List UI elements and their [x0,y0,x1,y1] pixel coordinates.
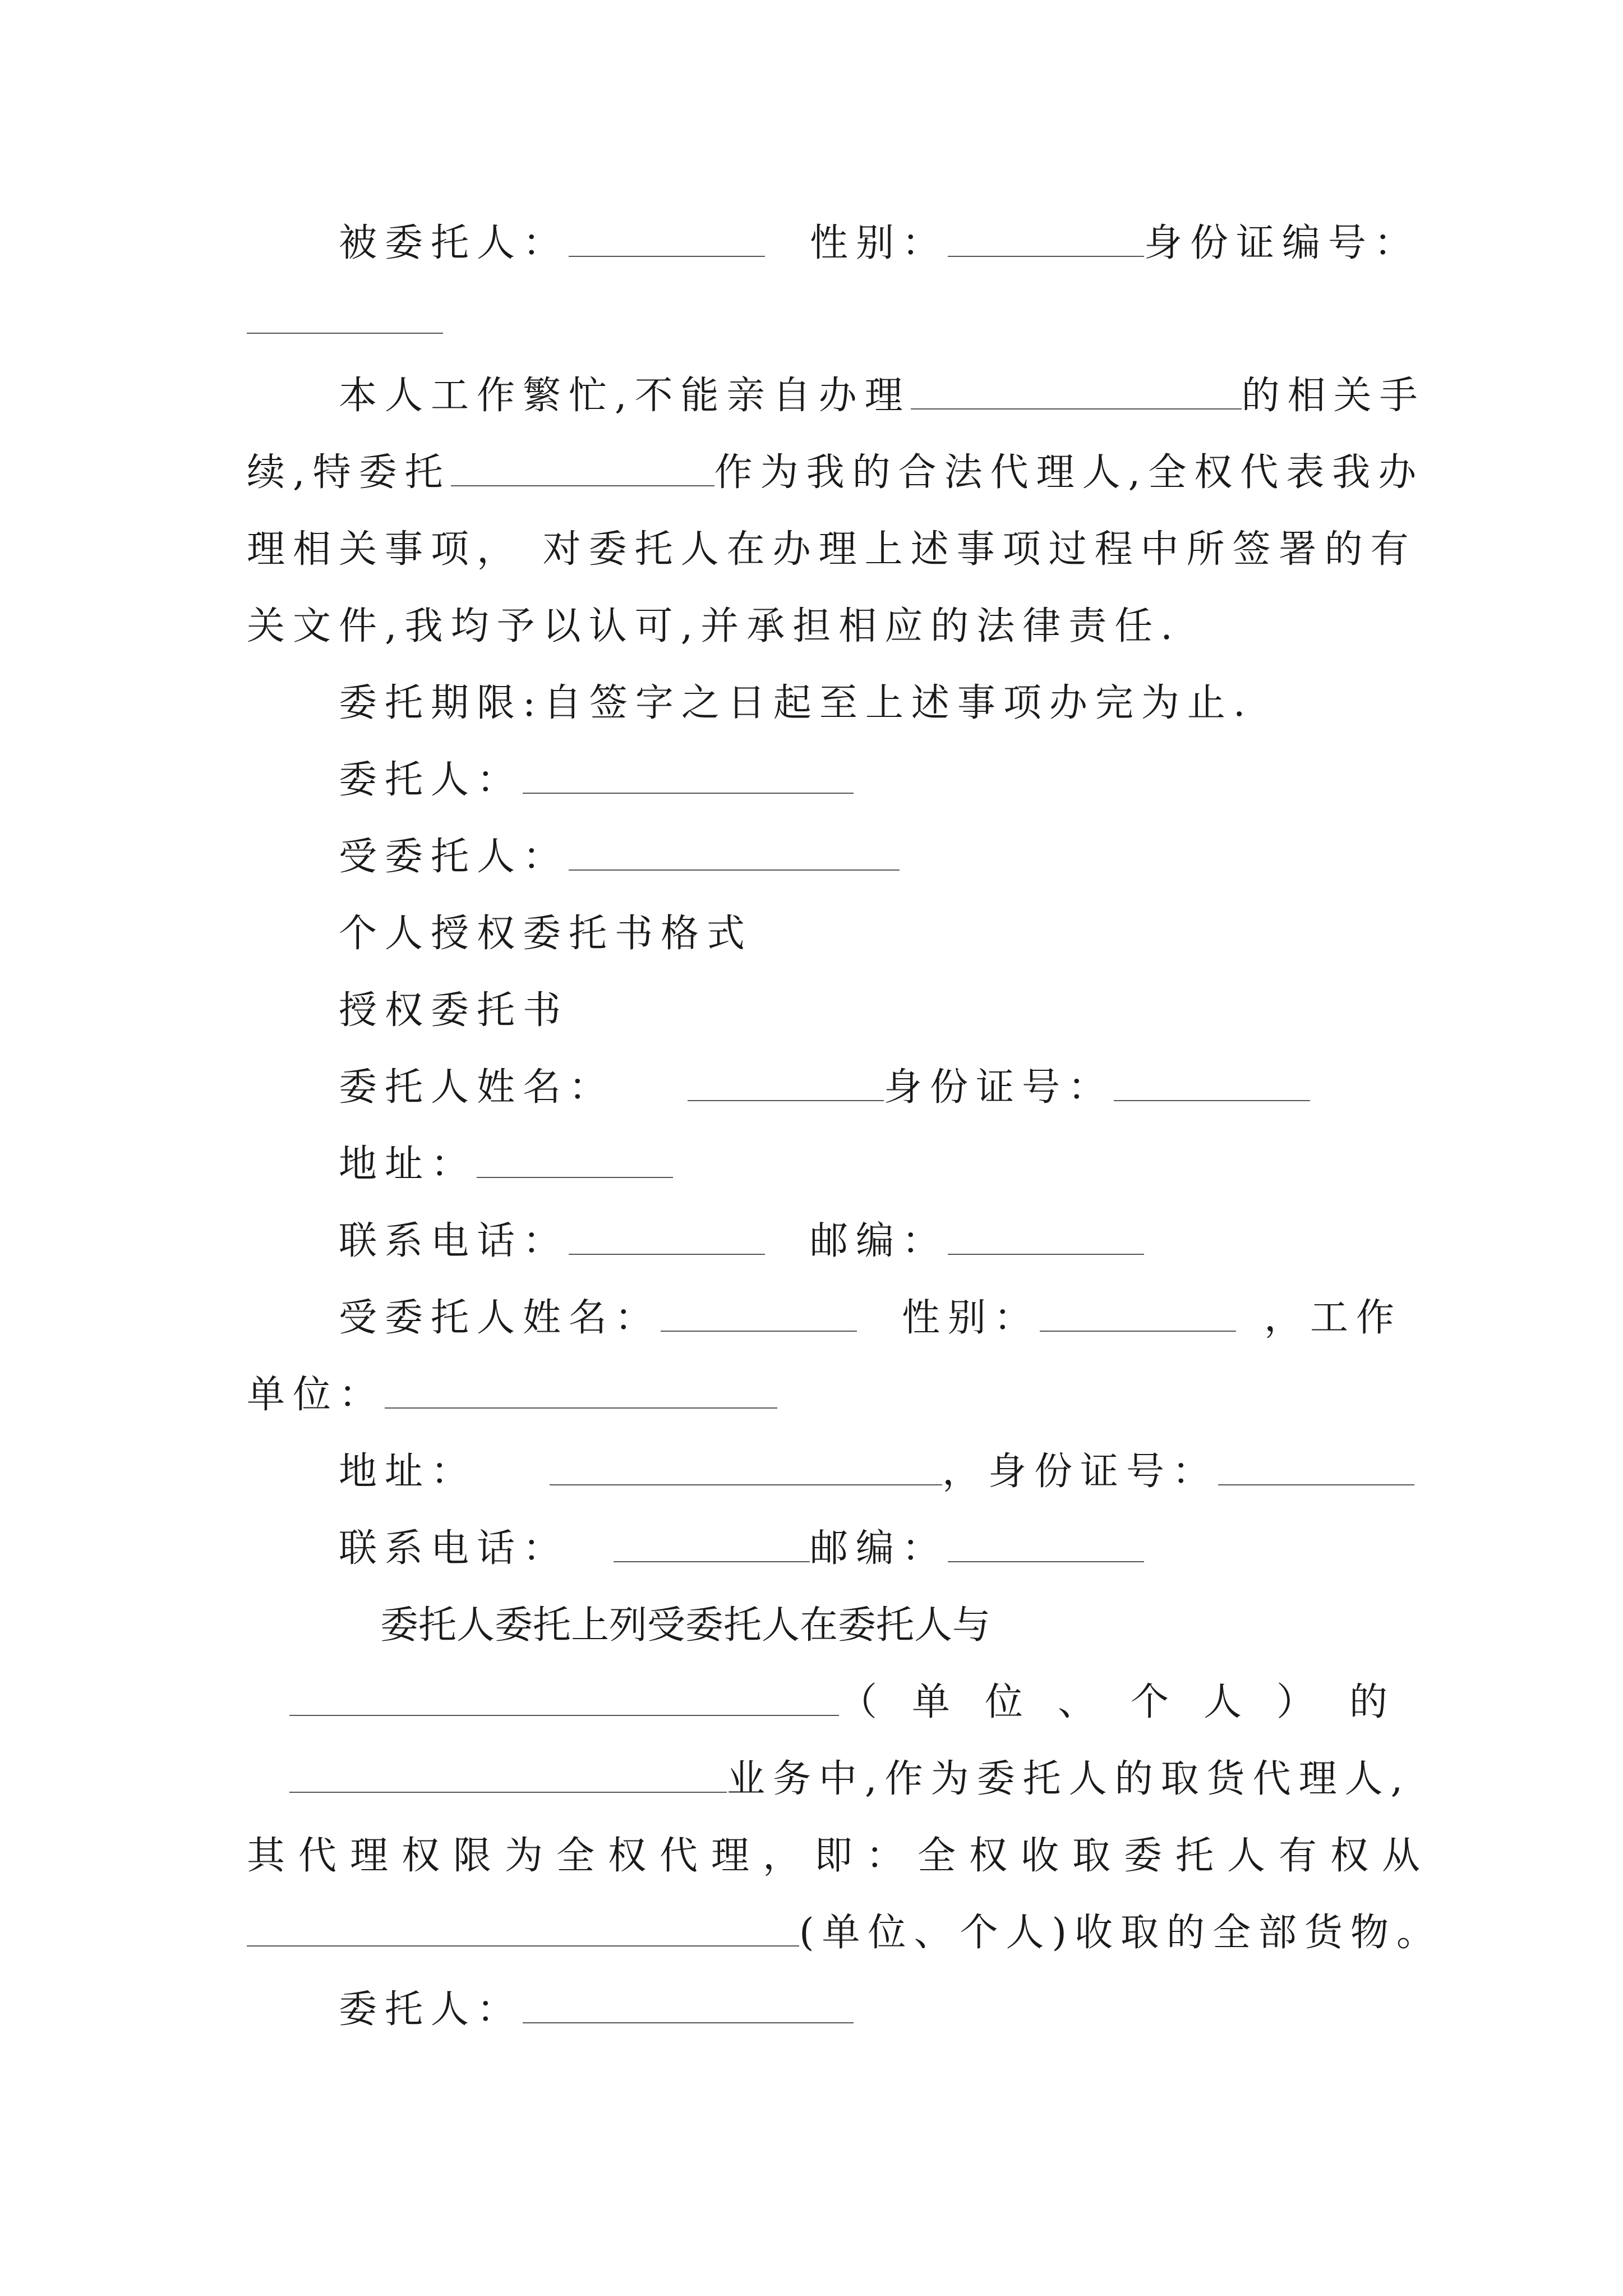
para2-line2 [289,1676,1423,1729]
agent-id-label: ，身份证号： [942,1450,1219,1494]
principal-phone-label: 联系电话： [339,1219,569,1263]
counterparty-blank[interactable] [289,1676,839,1716]
final-sign-blank[interactable] [523,1983,854,2023]
agent-phone-blank[interactable] [614,1522,810,1562]
agent-work-blank[interactable] [385,1368,777,1409]
agent-address-line [339,1445,1414,1499]
agent-sign-blank[interactable] [569,830,900,871]
agent-work-line [247,1368,777,1422]
principal-id-label: 身份证号： [884,1065,1114,1110]
para1-text: 作为我的合法代理人,全权代表我办 [714,450,1424,495]
principal-label: 委托人： [339,758,523,802]
para1-line1 [339,369,1426,423]
agent-info-line [339,217,1420,270]
agent-phone-label: 联系电话： [339,1526,569,1571]
agent-name-line [339,1291,1402,1345]
agent-address-blank[interactable] [550,1445,942,1485]
matter-blank[interactable] [911,369,1242,409]
principal-id-blank[interactable] [1114,1061,1310,1101]
principal-blank[interactable] [523,753,854,794]
principal-name-label: 委托人姓名： [339,1065,615,1110]
agent-blank[interactable] [569,217,765,257]
para1-text: 本人工作繁忙,不能亲自办理 [339,374,911,418]
agent-label: 被委托人： [339,221,569,265]
agent-id-blank[interactable] [1218,1445,1414,1485]
gender-blank[interactable] [948,217,1144,257]
para2-line1-text: 委托人委托上列受委托人在委托人与 [380,1603,991,1648]
para1-line4: 关文件,我均予以认可,并承担相应的法律责任. [247,604,1181,648]
agent-work-unit-label: 单位： [247,1373,385,1417]
para2-line3 [289,1752,1410,1806]
para1-line3: 理相关事项， 对委托人在办理上述事项过程中所签署的有 [247,527,1417,572]
source-blank[interactable] [247,1906,799,1947]
id-number-blank[interactable] [247,293,443,334]
para1-text: 续,特委托 [247,450,451,495]
agent-sign-label: 受委托人： [339,835,569,879]
business-blank[interactable] [289,1752,727,1793]
section-title: 个人授权委托书格式 [339,912,753,956]
para2-line4-text: 其代理权限为全权代理，即：全权收取委托人有权从 [247,1834,1434,1878]
agent-sign-line [339,830,900,884]
id-number-label: 身份证编号： [1144,221,1421,265]
final-sign-line [339,1983,854,2037]
para2-line4 [247,1829,1433,1883]
agent-name-blank[interactable] [661,1291,857,1332]
principal-phone-blank[interactable] [569,1214,765,1255]
principal-address-label: 地址： [339,1142,477,1186]
id-number-line [247,293,443,347]
agent-zip-label: 邮编： [810,1526,948,1571]
agent-work-label: ，工作 [1264,1296,1403,1340]
agent-gender-blank[interactable] [1040,1291,1236,1332]
principal-sign-line [339,753,854,807]
term-line: 委托期限:自签字之日起至上述事项办完为止. [339,681,1253,725]
principal-name-line [339,1061,1310,1115]
principal-address-blank[interactable] [477,1138,673,1178]
para1-text: 的相关手 [1241,374,1426,418]
para2-line5-text: (单位、个人)收取的全部货物。 [799,1911,1443,1955]
principal-zip-label: 邮编： [810,1219,948,1263]
agent-name-label: 受委托人姓名： [339,1296,661,1340]
para2-line5 [247,1906,1442,1960]
agent-address-label: 地址： [339,1450,477,1494]
para2-line1 [380,1599,1378,1653]
agent-gender-label: 性别： [902,1296,1040,1340]
document-title: 授权委托书 [339,988,569,1033]
trustee-blank[interactable] [451,446,714,486]
final-sign-label: 委托人： [339,1987,523,2032]
para1-line2 [247,446,1424,500]
agent-zip-blank[interactable] [948,1522,1144,1562]
principal-zip-blank[interactable] [948,1214,1144,1255]
principal-phone-line [339,1214,1144,1268]
gender-label: 性别： [810,221,948,265]
principal-address-line [339,1138,673,1191]
para2-line2-text: （单位、个人）的 [839,1680,1423,1724]
agent-phone-line [339,1522,1144,1576]
para2-line3-text: 业务中,作为委托人的取货代理人, [727,1757,1411,1801]
principal-name-blank[interactable] [688,1061,884,1101]
